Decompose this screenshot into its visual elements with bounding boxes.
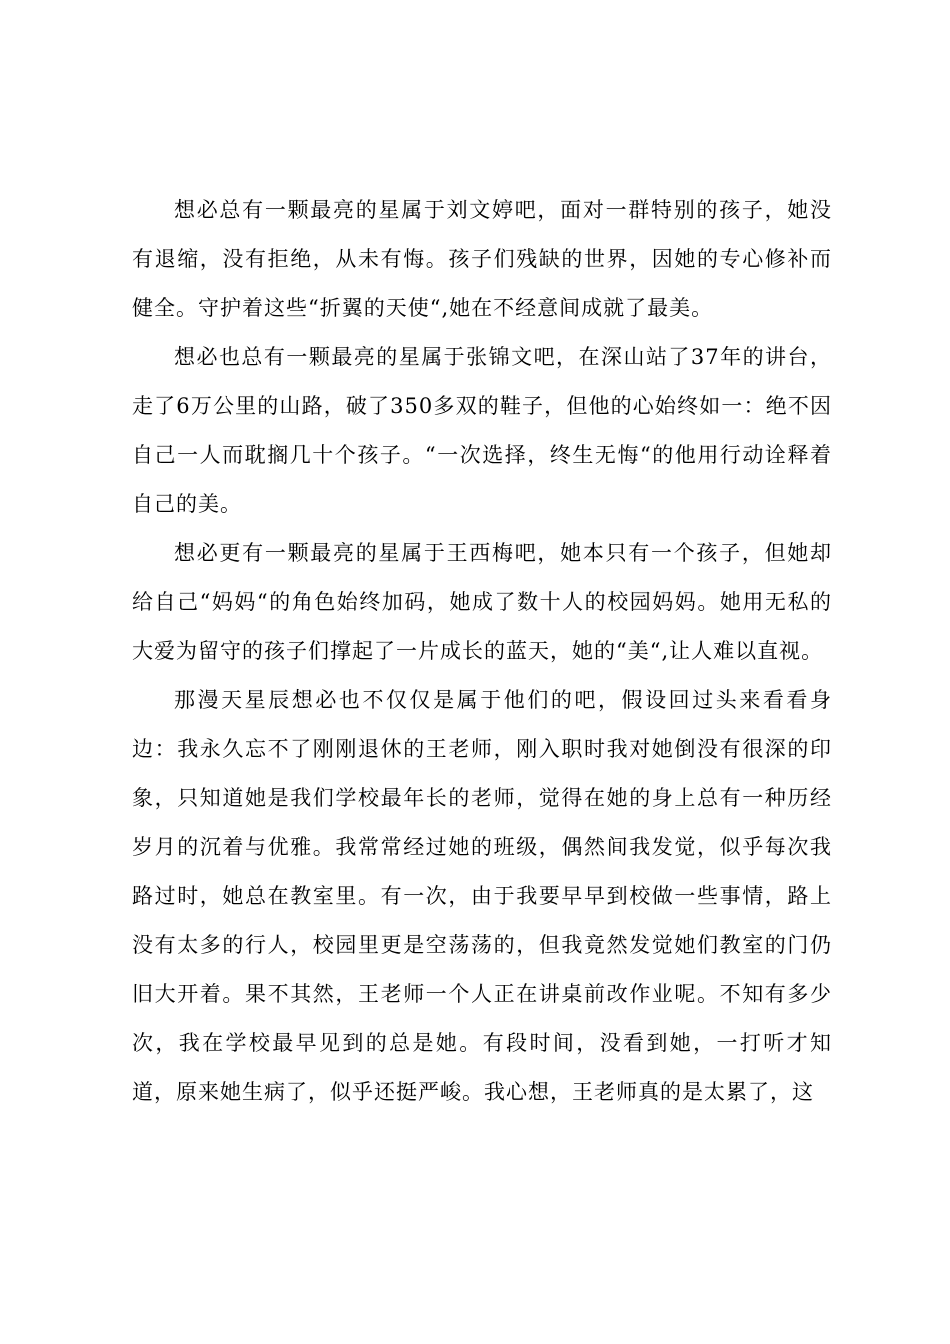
paragraph-liu-wenting: 想必总有一颗最亮的星属于刘文婷吧，面对一群特别的孩子，她没有退缩，没有拒绝，从未有悔。孩子们残缺的世界，因她的专心修补而健全。守护着这些“折翼的天使“,她在不经意间成就了最美。 xyxy=(132,198,832,320)
paragraph-teacher-wang: 那漫天星辰想必也不仅仅是属于他们的吧，假设回过头来看看身边：我永久忘不了刚刚退休的王老师，刚入职时我对她倒没有很深的印象，只知道她是我们学校最年长的老师，觉得在她的身上总有一种历经岁月的沉着与优雅。我常常经过她的班级，偶然间我发觉，似乎每次我路过时，她总在教室里。有一次，由于我要早早到校做一些事情，路上没有太多的行人，校园里更是空荡荡的，但我竟然发觉她们教室的门仍旧大开着。果不其然，王老师一个人正在讲桌前改作业呢。不知有多少次，我在学校最早见到的总是她。有段时间，没看到她，一打听才知道，原来她生病了，似乎还挺严峻。我心想，王老师真的是太累了，这 xyxy=(132,688,832,1104)
paragraph-zhang-jinwen: 想必也总有一颗最亮的星属于张锦文吧，在深山站了37年的讲台，走了6万公里的山路，破了350多双的鞋子，但他的心始终如一：绝不因自己一人而耽搁几十个孩子。“一次选择，终生无悔“的他用行动诠释着自己的美。 xyxy=(132,345,832,516)
body-text xyxy=(132,186,832,1117)
paragraph-wang-ximei: 想必更有一颗最亮的星属于王西梅吧，她本只有一个孩子，但她却给自己“妈妈“的角色始终加码，她成了数十人的校园妈妈。她用无私的大爱为留守的孩子们撑起了一片成长的蓝天，她的“美“,让人难以直视。 xyxy=(132,541,832,663)
